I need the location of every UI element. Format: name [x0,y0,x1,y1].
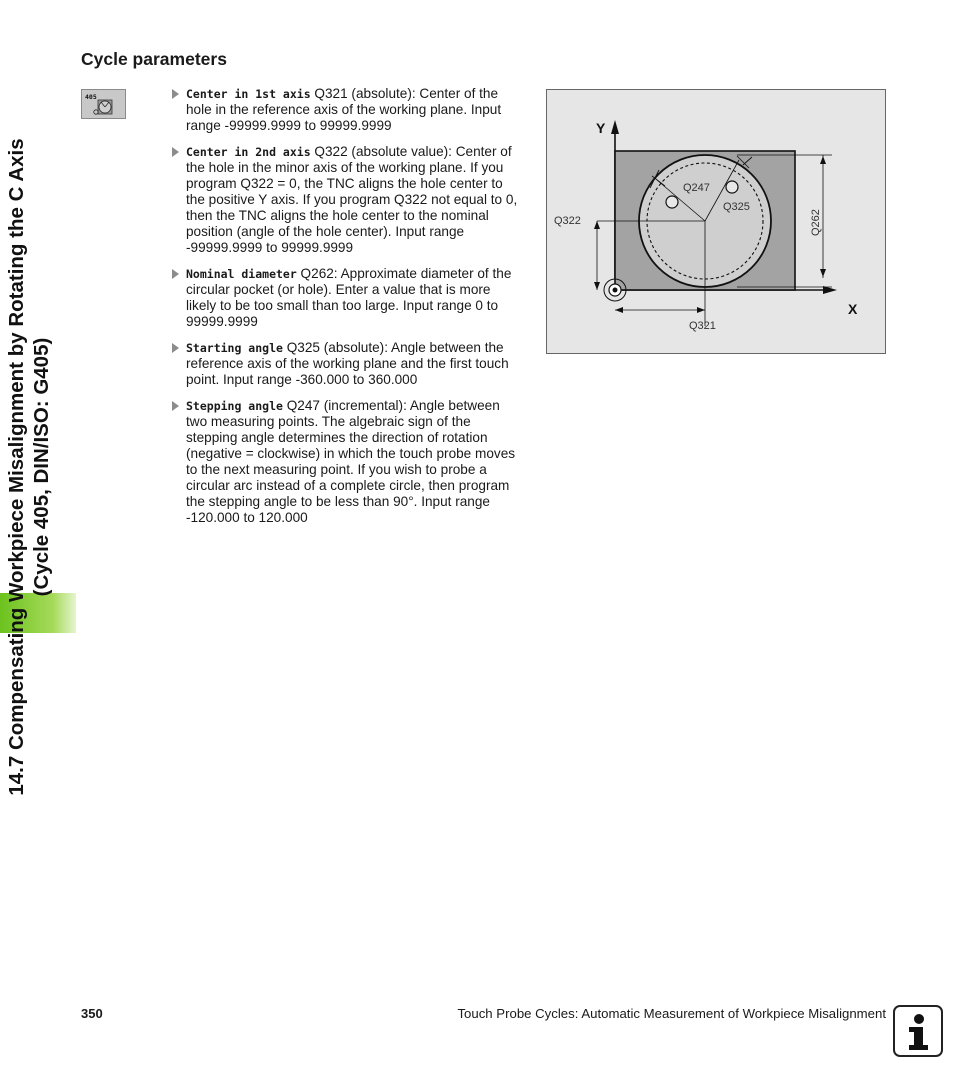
chapter-title-line2: (Cycle 405, DIN/ISO: G405) [30,337,53,597]
q322-label: Q322 [554,215,581,227]
param-description: Q321 (absolute): Center of the hole in the reference axis of the working plane. Input range -99999.9999 to 99999.9999 [186,86,502,133]
x-axis-label: X [848,301,858,317]
bullet-arrow-icon [172,89,179,99]
cycle-diagram [546,89,886,354]
chapter-title [4,52,54,882]
page-number: 350 [81,1006,103,1021]
param-q247 [172,398,524,526]
param-description: Q247 (incremental): Angle between two measuring points. The algebraic sign of the stepping angle determines the direction of rotation (negative = clockwise) in which the touch probe moves to the next measuring point. If you wish to probe a circular arc instead of a complete circle, then program the stepping angle to be less than 90°. Input range -120.000 to 120.000 [186,398,516,525]
bullet-arrow-icon [172,343,179,353]
bullet-arrow-icon [172,147,179,157]
param-name: Center in 1st axis [186,87,311,101]
cycle-icon-number: 405 [85,93,97,101]
info-icon [893,1005,943,1057]
param-name: Stepping angle [186,399,283,413]
param-q262 [172,266,524,330]
param-description: Q325 (absolute): Angle between the reference axis of the working plane and the first touch point. Input range -360.000 to 360.000 [186,340,509,387]
chapter-title-line1: 14.7 Compensating Workpiece Misalignment by Rotating the C Axis [5,138,28,796]
q321-label: Q321 [689,320,716,332]
parameter-list [172,86,524,536]
y-axis-arrow [611,120,619,134]
param-name: Center in 2nd axis [186,145,311,159]
param-q321 [172,86,524,134]
y-axis-label: Y [596,120,606,136]
touch-point-1 [666,196,678,208]
param-name: Nominal diameter [186,267,297,281]
param-q322 [172,144,524,256]
touch-point-2 [726,181,738,193]
bullet-arrow-icon [172,401,179,411]
param-description: Q322 (absolute value): Center of the hole in the minor axis of the working plane. If you program Q322 = 0, the TNC aligns the hole center to the positive Y axis. If you program Q322 not equal to 0, then the TNC aligns the hole center to the nominal position (angle of the hole center). Input range -99999.9999 to 99999.9999 [186,144,518,255]
footer-title: Touch Probe Cycles: Automatic Measurement of Workpiece Misalignment [457,1006,886,1021]
q325-label: Q325 [723,201,750,213]
param-q325 [172,340,524,388]
bullet-arrow-icon [172,269,179,279]
param-description: Q262: Approximate diameter of the circular pocket (or hole). Enter a value that is more likely to be too small than too large. Input range 0 to 99999.9999 [186,266,512,329]
side-chapter-tab [0,0,80,1091]
cycle-405-icon [81,89,126,119]
q262-label: Q262 [810,209,822,236]
param-name: Starting angle [186,341,283,355]
q247-label: Q247 [683,182,710,194]
section-heading: Cycle parameters [81,49,227,69]
